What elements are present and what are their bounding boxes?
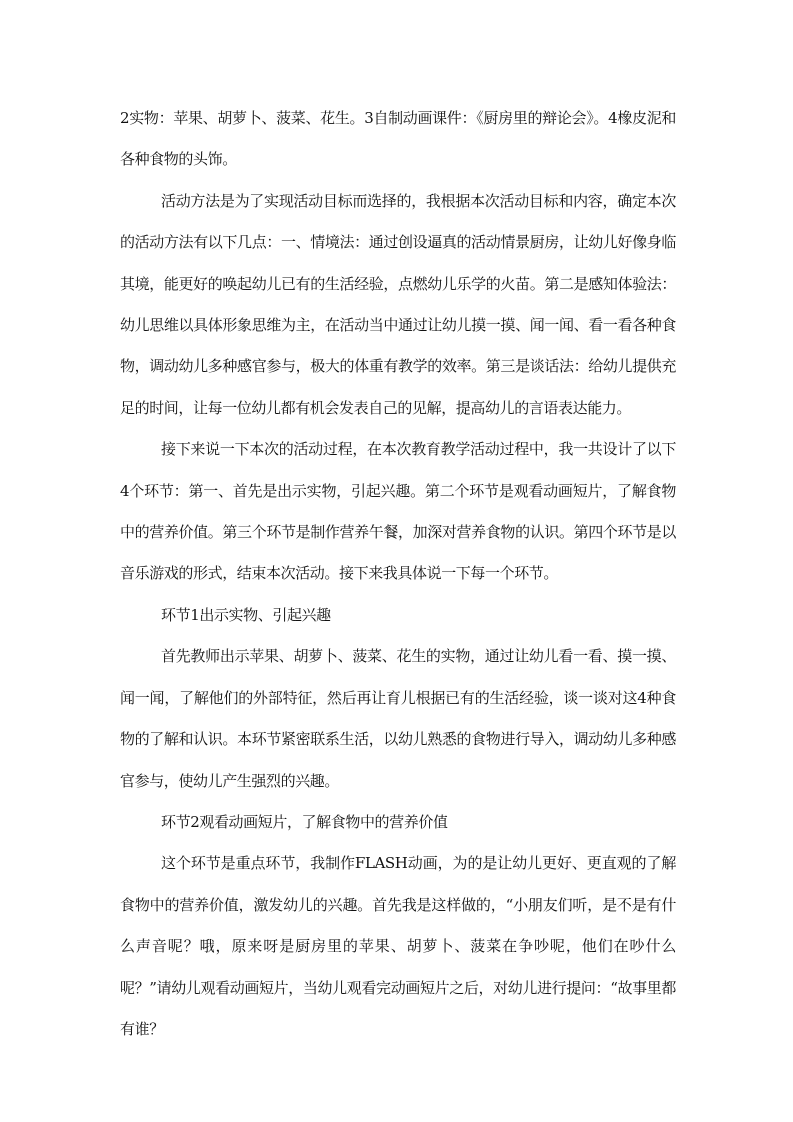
- paragraph-step2: 这个环节是重点环节，我制作FLASH动画，为的是让幼儿更好、更直观的了解食物中的营养价值，激发幼儿的兴趣。首先我是这样做的，“小朋友们听，是不是有什么声音呢？哦，原来呀是厨房里的苹果、胡萝卜、菠菜在争吵呢，他们在吵什么呢？”请幼儿观看动画短片，当幼儿观看完动画短片之后，对幼儿进行提问：“故事里都有谁？: [120, 854, 676, 1038]
- section-heading-step2: 环节2观看动画短片，了解食物中的营养价值: [161, 812, 448, 831]
- paragraph-process: 接下来说一下本次的活动过程，在本次教育教学活动过程中，我一共设计了以下4个环节：第一、首先是出示实物，引起兴趣。第二个环节是观看动画短片，了解食物中的营养价值。第三个环节是制作营养午餐，加深对营养食物的认识。第四个环节是以音乐游戏的形式，结束本次活动。接下来我具体说一下每一个环节。: [120, 440, 676, 583]
- paragraph-materials: 2实物：苹果、胡萝卜、菠菜、花生。3自制动画课件：《厨房里的辩论会》。4橡皮泥和各种食物的头饰。: [120, 109, 676, 169]
- section-heading-step1: 环节1出示实物、引起兴趣: [161, 605, 331, 624]
- document-page: [120, 98, 676, 1050]
- paragraph-step1: 首先教师出示苹果、胡萝卜、菠菜、花生的实物，通过让幼儿看一看、摸一摸、闻一闻，了解他们的外部特征，然后再让育儿根据已有的生活经验，谈一谈对这4种食物的了解和认识。本环节紧密联系生活，以幼儿熟悉的食物进行导入，调动幼儿多种感官参与，使幼儿产生强烈的兴趣。: [120, 647, 676, 790]
- paragraph-methods: 活动方法是为了实现活动目标而选择的，我根据本次活动目标和内容，确定本次的活动方法有以下几点：一、情境法：通过创设逼真的活动情景厨房，让幼儿好像身临其境，能更好的唤起幼儿已有的生活经验，点燃幼儿乐学的火苗。第二是感知体验法：幼儿思维以具体形象思维为主，在活动当中通过让幼儿摸一摸、闻一闻、看一看各种食物，调动幼儿多种感官参与，极大的体重有教学的效率。第三是谈话法：给幼儿提供充足的时间，让每一位幼儿都有机会发表自己的见解，提高幼儿的言语表达能力。: [120, 191, 676, 417]
